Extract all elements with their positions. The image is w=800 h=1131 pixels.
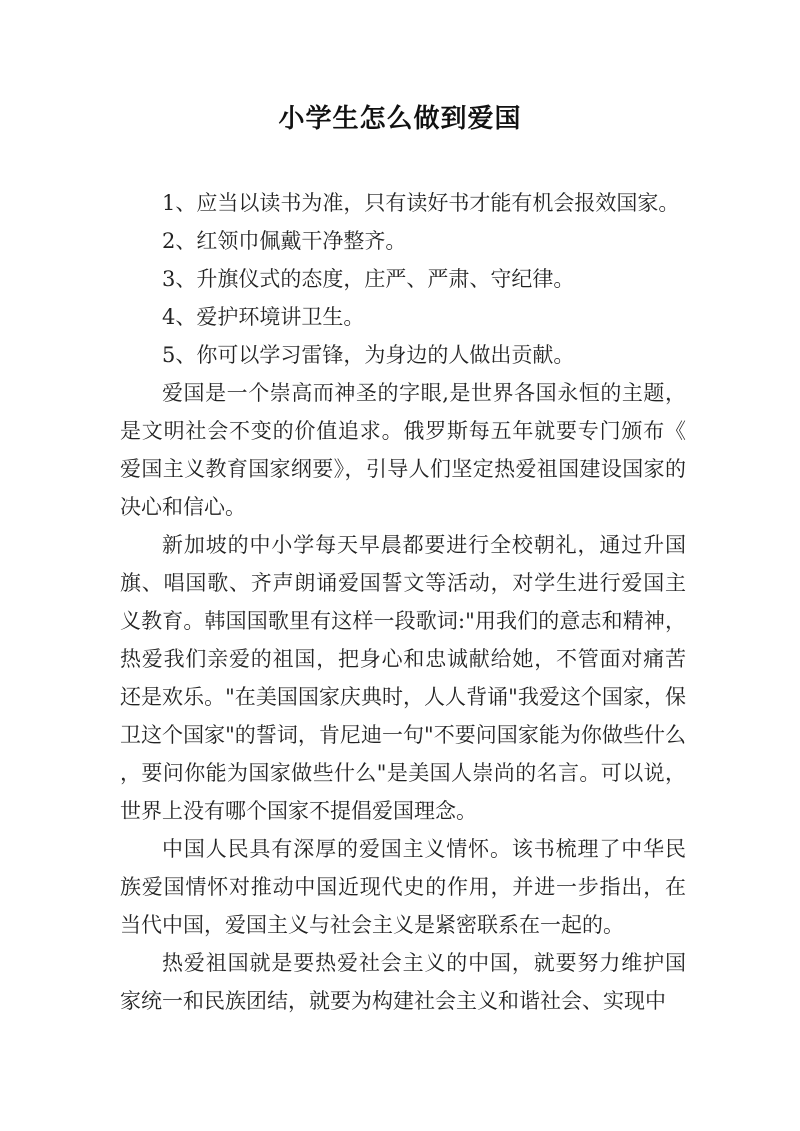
paragraph-patriotism-intro: 爱国是一个崇高而神圣的字眼,是世界各国永恒的主题，是文明社会不变的价值追求。俄罗斯每五年就要专门颁布《爱国主义教育国家纲要》，引导人们坚定热爱祖国建设国家的决心和信心。: [120, 381, 686, 519]
paragraph-world-examples: 新加坡的中小学每天早晨都要进行全校朝礼，通过升国旗、唱国歌、齐声朗诵爱国誓文等活动，对学生进行爱国主义教育。韩国国歌里有这样一段歌词:"用我们的意志和精神，热爱我们亲爱的祖国，把身心和忠诚献给她，不管面对痛苦还是欢乐。"在美国国家庆典时，人人背诵"我爱这个国家，保卫这个国家"的誓词，肯尼迪一句"不要问国家能为你做些什么，要问你能为国家做些什么"是美国人崇尚的名言。可以说，世界上没有哪个国家不提倡爱国理念。: [120, 533, 686, 823]
paragraph-item-1: 1、应当以读书为准，只有读好书才能有机会报效国家。: [162, 191, 680, 215]
document-body: [120, 184, 686, 1020]
paragraph-item-5: 5、你可以学习雷锋，为身边的人做出贡献。: [162, 343, 575, 367]
paragraph-item-2: 2、红领巾佩戴干净整齐。: [162, 229, 407, 253]
document-title: 小学生怎么做到爱国: [278, 104, 522, 134]
paragraph-china-patriotism: 中国人民具有深厚的爱国主义情怀。该书梳理了中华民族爱国情怀对推动中国近现代史的作用，并进一步指出，在当代中国，爱国主义与社会主义是紧密联系在一起的。: [120, 837, 686, 937]
paragraph-love-motherland: 热爱祖国就是要热爱社会主义的中国，就要努力维护国家统一和民族团结，就要为构建社会主义和谐社会、实现中: [120, 951, 686, 1013]
paragraph-item-4: 4、爱护环境讲卫生。: [162, 305, 365, 329]
paragraph-item-3: 3、升旗仪式的态度，庄严、严肃、守纪律。: [162, 267, 575, 291]
